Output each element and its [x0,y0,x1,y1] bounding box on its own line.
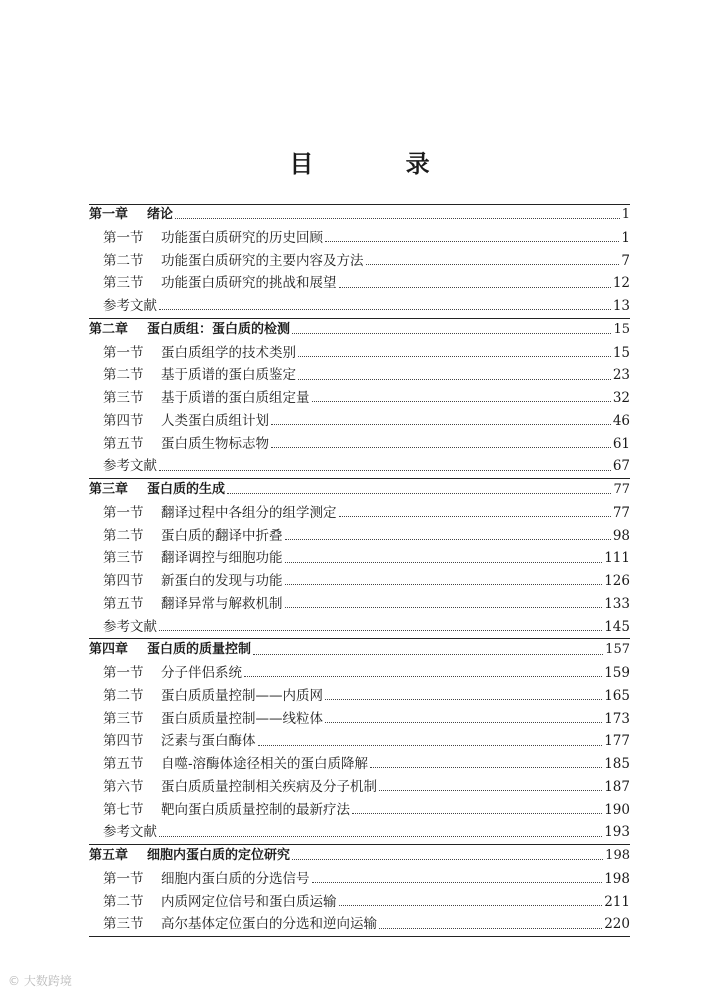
toc-page-number: 126 [604,573,630,589]
toc-page-number: 111 [604,550,630,567]
toc-entry-title: 参考文献 [103,824,157,841]
toc-reference-row [89,821,630,844]
toc-page-number: 77 [613,482,630,497]
toc-page-number: 193 [604,824,630,841]
toc-section-row [89,502,630,525]
dot-leader [370,766,602,768]
toc-page-number: 15 [613,321,630,337]
dot-leader [352,812,602,814]
toc-section-row [89,364,630,387]
dot-leader [325,240,619,242]
toc-entry-number: 第四节 [103,573,144,589]
toc-entry-title: 细胞内蛋白质的分选信号 [161,870,310,887]
toc-page-number: 177 [604,733,630,750]
toc-entry-title: 内质网定位信号和蛋白质运输 [161,893,337,910]
dot-leader [312,881,603,883]
toc-page-number: 211 [604,893,630,910]
toc-chapter-row [89,318,630,342]
toc-page-number: 133 [604,595,630,612]
toc-entry-number: 第三节 [103,390,144,406]
toc-page-number: 165 [604,687,630,704]
page-title: 目 录 [289,150,472,178]
toc-section-row [89,272,630,295]
toc-entry-number: 第三章 [89,482,129,497]
dot-leader [298,378,611,380]
toc-section-row [89,342,630,365]
toc-page-number: 145 [604,618,630,635]
toc-entry-title: 参考文献 [103,298,157,314]
dot-leader [339,904,603,906]
toc-page-number: 159 [604,665,630,681]
toc-entry-number: 第一节 [103,344,144,361]
dot-leader [325,721,602,723]
dot-leader [159,469,611,471]
toc-entry-title: 蛋白质质量控制——线粒体 [161,710,323,727]
toc-entry-title: 泛素与蛋白酶体 [161,733,256,750]
toc-section-row [89,776,630,799]
toc-section-row [89,891,630,914]
toc-section-row [89,753,630,776]
toc-section-row [89,799,630,822]
dot-leader [339,515,611,517]
toc-section-row [89,387,630,410]
toc-entry-title: 靶向蛋白质质量控制的最新疗法 [161,801,350,818]
toc-entry-number: 第二节 [103,687,144,704]
toc-page-number: 15 [612,344,630,361]
toc-section-row [89,593,630,616]
toc-entry-number: 第六节 [103,778,144,795]
toc-entry-number: 第五节 [103,595,144,612]
toc-page-number: 67 [612,458,630,475]
dot-leader [312,400,611,402]
toc-section-row [89,730,630,753]
toc-entry-title: 蛋白质的生成 [147,482,226,497]
toc-section-row [89,410,630,433]
dot-leader [379,927,602,929]
dot-leader [271,423,611,425]
toc-entry-title: 基于质谱的蛋白质组定量 [161,390,310,406]
toc-entry-number: 第三节 [103,710,144,727]
toc-entry-number: 第二节 [103,527,144,544]
toc-page-number: 1 [621,207,630,222]
toc-entry-title: 细胞内蛋白质的定位研究 [147,848,291,863]
toc-chapter-row [89,478,630,502]
toc-entry-number: 第一章 [89,207,129,222]
toc-entry-title: 蛋白质的质量控制 [147,642,252,658]
toc-section-row [89,525,630,548]
toc-entry-title: 人类蛋白质组计划 [161,412,269,429]
toc-chapter-row [89,844,630,868]
toc-page-number: 157 [605,642,630,658]
toc-entry-title: 参考文献 [103,618,157,635]
toc-entry-title: 新蛋白的发现与功能 [161,573,283,589]
toc-entry-title: 参考文献 [103,458,157,475]
dot-leader [159,308,611,310]
toc-entry-title: 蛋白质组学的技术类别 [161,344,296,361]
toc-reference-row [89,295,630,318]
toc-reference-row [89,616,630,639]
toc-reference-row [89,455,630,478]
toc-page-number: 12 [612,275,630,292]
table-of-contents [89,204,630,937]
dot-leader [325,698,602,700]
toc-entry-number: 第一节 [103,870,144,887]
toc-section-row [89,250,630,273]
dot-leader [379,789,602,791]
toc-entry-title: 基于质谱的蛋白质鉴定 [161,367,296,384]
toc-entry-number: 第三节 [103,550,144,567]
toc-section-row [89,227,630,250]
toc-chapter-row [89,204,630,227]
toc-entry-number: 第一节 [103,665,144,681]
toc-page-number: 173 [604,710,630,727]
toc-chapter-row [89,638,630,662]
toc-page-number: 77 [612,504,630,521]
toc-entry-number: 第七节 [103,801,144,818]
toc-entry-number: 第五章 [89,848,129,863]
toc-page-number: 185 [604,756,630,772]
dot-leader [285,538,611,540]
toc-entry-title: 蛋白质生物标志物 [161,435,269,452]
toc-entry-title: 绪论 [147,207,174,222]
toc-entry-title: 高尔基体定位蛋白的分选和逆向运输 [161,916,377,933]
toc-page-number: 13 [612,298,630,314]
dot-leader [271,446,611,448]
toc-entry-title: 翻译调控与细胞功能 [161,550,283,567]
toc-page-number: 190 [604,801,630,818]
toc-page-number: 32 [612,390,630,406]
toc-entry-title: 蛋白质质量控制相关疾病及分子机制 [161,778,377,795]
dot-leader [285,561,603,563]
toc-entry-title: 分子伴侣系统 [161,665,242,681]
toc-page-number: 198 [605,848,630,863]
dot-leader [253,653,603,655]
toc-entry-number: 第五节 [103,756,144,772]
toc-section-row [89,868,630,891]
toc-entry-title: 功能蛋白质研究的主要内容及方法 [161,252,364,269]
toc-entry-title: 翻译异常与解救机制 [161,595,283,612]
toc-entry-title: 蛋白质的翻译中折叠 [161,527,283,544]
toc-page-number: 23 [612,367,630,384]
toc-entry-number: 第二节 [103,893,144,910]
toc-entry-number: 第二节 [103,367,144,384]
toc-page-number: 61 [612,435,630,452]
dot-leader [227,492,611,494]
toc-entry-number: 第三节 [103,275,144,292]
toc-section-row [89,708,630,731]
toc-entry-number: 第二章 [89,321,129,337]
watermark: © 大数跨境 [8,974,72,988]
toc-page-number: 1 [621,229,630,246]
dot-leader [366,263,620,265]
toc-entry-title: 翻译过程中各组分的组学测定 [161,504,337,521]
dot-leader [159,835,602,837]
toc-page-number: 198 [604,870,630,887]
toc-section-row [89,547,630,570]
dot-leader [298,355,611,357]
toc-entry-number: 第一节 [103,229,144,246]
dot-leader [292,332,611,334]
toc-page-number: 98 [612,527,630,544]
dot-leader [292,858,603,860]
toc-entry-number: 第四节 [103,412,144,429]
toc-entry-number: 第一节 [103,504,144,521]
toc-section-row [89,913,630,937]
toc-entry-title: 功能蛋白质研究的挑战和展望 [161,275,337,292]
toc-section-row [89,570,630,593]
toc-entry-number: 第五节 [103,435,144,452]
dot-leader [159,629,602,631]
dot-leader [175,217,620,219]
toc-entry-number: 第三节 [103,916,144,933]
toc-page-number: 7 [621,252,630,269]
toc-entry-title: 蛋白质组：蛋白质的检测 [147,321,291,337]
toc-entry-number: 第二节 [103,252,144,269]
toc-entry-number: 第四节 [103,733,144,750]
toc-entry-number: 第四章 [89,642,129,658]
toc-page-number: 46 [612,412,630,429]
dot-leader [285,583,603,585]
dot-leader [258,744,603,746]
toc-section-row [89,685,630,708]
toc-entry-title: 蛋白质质量控制——内质网 [161,687,323,704]
toc-page-number: 220 [604,916,630,933]
dot-leader [339,286,611,288]
toc-section-row [89,662,630,685]
dot-leader [285,606,603,608]
toc-section-row [89,433,630,456]
toc-page-number: 187 [604,778,630,795]
dot-leader [244,675,602,677]
toc-entry-title: 功能蛋白质研究的历史回顾 [161,229,323,246]
toc-entry-title: 自噬-溶酶体途径相关的蛋白质降解 [161,756,369,772]
